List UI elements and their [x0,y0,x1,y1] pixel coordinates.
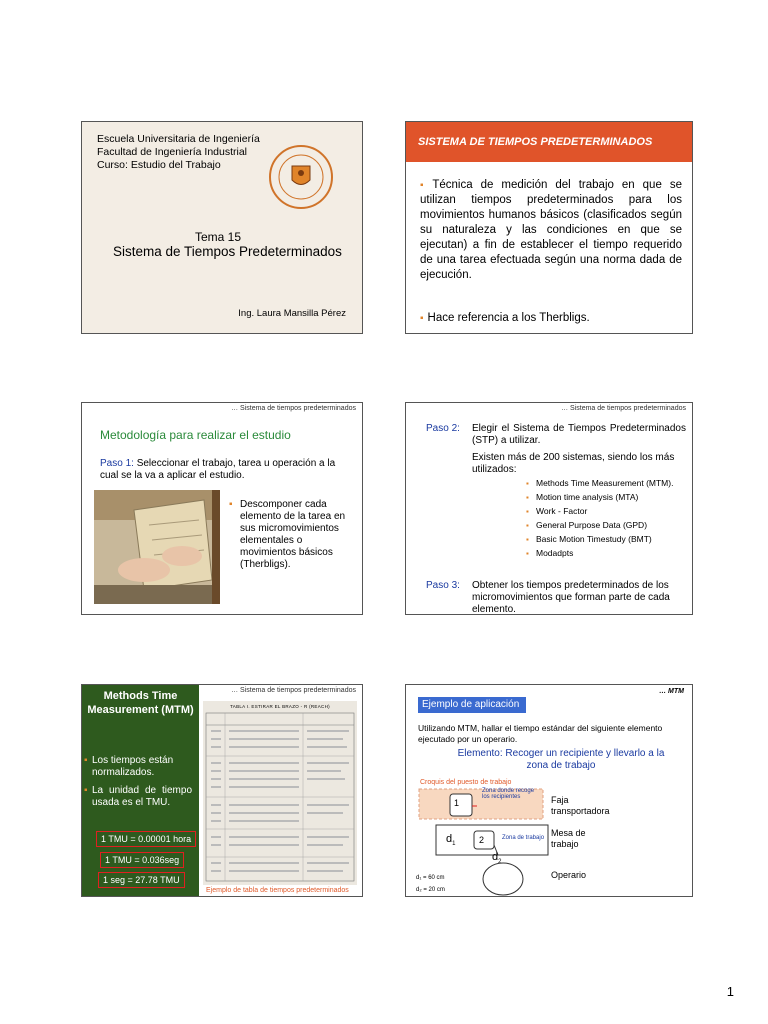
list-item [526,478,686,489]
author: Ing. Laura Mansilla Pérez [238,308,346,319]
workstation-diagram [406,685,693,897]
presentation-title: Sistema de Tiempos Predeterminados [113,244,342,259]
bullet-icon: ▪ [526,479,529,488]
system-name: Modadpts [536,548,574,558]
therbligs-text: Hace referencia a los Therbligs. [427,312,590,324]
list-item [526,548,686,559]
list-item [526,534,686,545]
list-item [526,492,686,503]
d2-label [492,851,501,865]
slide-header: … Sistema de tiempos predeterminados [231,405,356,412]
institution-line: Facultad de Ingeniería Industrial [97,146,248,158]
mtm-sidebar [82,685,199,897]
page-number: 1 [726,984,734,999]
d2-letter: d [492,851,499,863]
mtm-title: Methods Time Measurement (MTM) [87,690,194,716]
step-text: Seleccionar el trabajo, tarea u operación a la cual se la va a aplicar el estudio. [100,458,336,481]
system-name: Work - Factor [536,506,588,516]
bullet-icon: ▪ [229,499,233,510]
slide-title-bar [406,122,692,162]
operator-shape [483,863,523,895]
table-label: Mesa de trabajo [551,828,586,849]
bullet-icon: ▪ [526,535,529,544]
step-1 [100,458,355,482]
d2-subscript: 2 [498,859,502,866]
tmu-bullet [84,785,192,809]
normalized-bullet [84,755,192,779]
therbligs-bullet [420,312,682,324]
system-name: Methods Time Measurement (MTM). [536,478,674,488]
systems-intro: Existen más de 200 sistemas, siendo los más utilizados: [472,452,675,475]
operator-label: Operario [551,870,587,880]
example-intro: Utilizando MTM, hallar el tiempo estándar del siguiente elemento ejecutado por un operario. [418,723,663,744]
decompose-bullet [229,499,354,571]
pickup-number: 1 [454,798,460,808]
slide-6-example [405,684,693,897]
slide-5-mtm [81,684,363,897]
slide-title: SISTEMA DE TIEMPOS PREDETERMINADOS [418,136,653,148]
worker-hands-photo [94,490,220,604]
bullet-icon: ▪ [84,755,88,766]
institution-line: Escuela Universitaria de Ingeniería [97,133,260,145]
slide-3-methodology [81,402,363,615]
bullet-icon: ▪ [526,493,529,502]
slide-header: … MTM [659,688,684,695]
decompose-text: Descomponer cada elemento de la tarea en sus micromovimientos elementales o movimientos básicos (Therbligs). [240,499,346,570]
second-tmu-box: 1 seg = 27.78 TMU [98,872,185,888]
tmu-second-box: 1 TMU = 0.036seg [100,852,184,868]
step-2-label: Paso 2: [426,423,460,434]
d1-label [446,833,455,847]
slide-title: Ejemplo de aplicación [418,697,526,713]
bullet-icon: ▪ [420,313,424,324]
bullet-icon: ▪ [84,785,88,796]
university-seal-logo [268,144,334,210]
list-item [526,506,686,517]
conveyor-label: Faja transportadora [551,795,610,816]
step-label: Paso 1: [100,458,134,469]
definition-bullet [420,178,682,283]
work-number: 2 [479,835,485,845]
bullet-icon: ▪ [526,549,529,558]
step-3-label: Paso 3: [426,580,460,591]
step-2-text: Elegir el Sistema de Tiempos Predeterminados (STP) a utilizar. [472,423,686,446]
slide-4-steps [405,402,693,615]
bullet-icon: ▪ [526,521,529,530]
mtm-reach-table-image [203,701,357,885]
d2-value: d₂ = 20 cm [416,887,445,893]
normalized-text: Los tiempos están normalizados. [92,755,174,778]
slide-header: … Sistema de tiempos predeterminados [561,405,686,412]
pickup-zone-label: Zona donde recoge los recipientes [482,788,535,800]
institution-lines [97,133,260,172]
list-item [526,520,686,531]
slide-2-definition [405,121,693,334]
tmu-hour-box: 1 TMU = 0.00001 hora [96,831,196,847]
slide-header: … Sistema de tiempos predeterminados [231,687,356,694]
bullet-icon: ▪ [420,180,429,191]
croquis-caption: Croquis del puesto de trabajo [420,779,512,786]
system-name: Motion time analysis (MTA) [536,492,639,502]
slide-1-title [81,121,363,334]
systems-list [526,478,686,562]
table-title: TABLA I. ESTIRAR EL BRAZO - R (REACH) [230,704,330,709]
table-grid-graphic [203,711,357,885]
element-description: Elemento: Recoger un recipiente y llevarlo a la zona de trabajo [457,748,665,771]
d1-subscript: 1 [452,841,456,848]
step-3-text: Obtener los tiempos predeterminados de los micromovimientos que forman parte de cada elemento. [472,580,670,615]
system-name: Basic Motion Timestudy (BMT) [536,534,652,544]
bullet-icon: ▪ [526,507,529,516]
tmu-text: La unidad de tiempo usada es el TMU. [92,785,192,808]
table-caption: Ejemplo de tabla de tiempos predeterminados [206,887,349,894]
work-zone-label: Zona de trabajo [502,835,545,841]
system-name: General Purpose Data (GPD) [536,520,648,530]
definition-text: Técnica de medición del trabajo en que se utilizan tiempos predeterminados para los movimientos humanos básicos (clasificados según su naturaleza y las condiciones en que se ejecutan) a fin de establecer el tiempo requerido de una tarea efectuada según una norma dada de ejecución. [420,179,682,281]
institution-line: Curso: Estudio del Trabajo [97,159,221,171]
d1-letter: d [446,833,453,845]
slide-subtitle: Metodología para realizar el estudio [100,428,291,442]
tema-label: Tema 15 [195,230,242,244]
d1-value: d₁ = 60 cm [416,875,445,881]
